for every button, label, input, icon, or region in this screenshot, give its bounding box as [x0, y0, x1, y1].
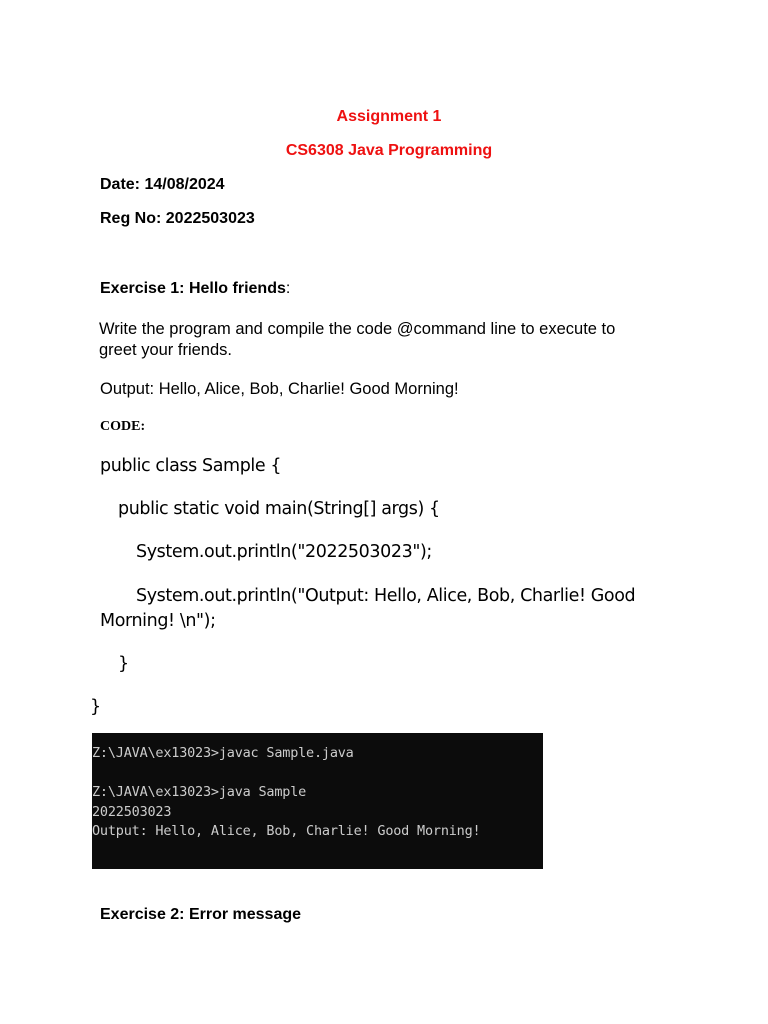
code-line: System.out.println("2022503023"); [136, 542, 432, 562]
terminal-line: Z:\JAVA\ex13023>javac Sample.java [92, 745, 354, 761]
terminal-line: 2022503023 [92, 804, 172, 820]
exercise-1-output-text: Output: Hello, Alice, Bob, Charlie! Good Morning! [100, 380, 459, 398]
terminal-line: Z:\JAVA\ex13023>java Sample [92, 784, 307, 800]
course-title: CS6308 Java Programming [285, 142, 493, 159]
code-line: public static void main(String[] args) { [118, 499, 440, 519]
exercise-1-description-line-2: greet your friends. [99, 341, 232, 359]
code-line: } [90, 697, 101, 717]
code-line: } [118, 654, 129, 674]
exercise-2-heading: Exercise 2: Error message [100, 906, 302, 923]
terminal-line: Output: Hello, Alice, Bob, Charlie! Good Morning! [92, 823, 481, 839]
code-line: System.out.println("Output: Hello, Alice, Bob, Charlie! Good [136, 586, 636, 606]
exercise-1-description-line-1: Write the program and compile the code @command line to execute to [99, 320, 616, 338]
exercise-1-heading-colon: : [285, 280, 291, 297]
assignment-title: Assignment 1 [336, 108, 442, 125]
code-label: CODE: [100, 419, 146, 434]
exercise-1-heading [100, 280, 290, 298]
terminal-screenshot [92, 733, 543, 869]
code-line: Morning! \n"); [100, 611, 216, 631]
code-line: public class Sample { [100, 456, 282, 476]
exercise-1-heading-text: Exercise 1: Hello friends [100, 280, 286, 297]
date-label: Date: 14/08/2024 [100, 176, 225, 193]
reg-no-label: Reg No: 2022503023 [100, 210, 255, 227]
